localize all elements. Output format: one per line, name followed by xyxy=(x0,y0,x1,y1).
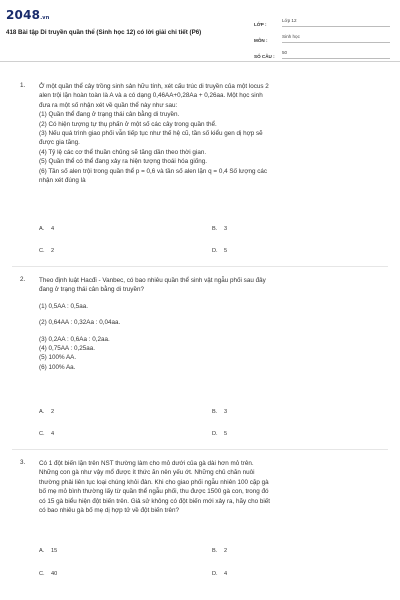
question-line: đưa ra một số nhận xét về quần thể này như sau: xyxy=(39,101,178,109)
question-line: đang ở trạng thái cân bằng di truyền? xyxy=(39,286,144,294)
question-divider xyxy=(12,266,388,267)
option-letter: C. xyxy=(39,248,45,254)
option-letter: C. xyxy=(39,571,45,577)
question-line: (1) Quần thể đang ở trạng thái cân bằng di truyền. xyxy=(39,111,180,119)
option-letter: B. xyxy=(212,409,218,415)
question-number: 2. xyxy=(20,276,26,283)
document-title: 418 Bài tập Di truyền quần thể (Sinh học 12) có lời giải chi tiết (P6) xyxy=(6,29,202,36)
meta-class-row xyxy=(254,14,390,27)
meta-value: Lớp 12 xyxy=(282,17,390,27)
answer-option-a[interactable] xyxy=(39,409,54,415)
option-letter: A. xyxy=(39,226,45,232)
question-line: (4) 0,75AA : 0,25aa. xyxy=(39,345,96,353)
question-line: (6) Tần số alen trội trong quần thể p = 0,6 và tần số alen lặn q = 0,4 Số lượng các xyxy=(39,167,268,175)
option-text: 3 xyxy=(224,226,228,232)
question-line: (6) 100% Aa. xyxy=(39,363,76,371)
question-line: có bao nhiêu gà bố mẹ dị hợp tử về đột biến trên? xyxy=(39,507,179,515)
question-line: (4) Tỷ lệ các cơ thể thuần chủng sẽ tăng dần theo thời gian. xyxy=(39,148,207,156)
answer-option-a[interactable] xyxy=(39,226,54,232)
answer-option-c[interactable] xyxy=(39,571,57,577)
question-line: (5) Quần thể có thể đang xảy ra hiện tượng thoái hóa giống. xyxy=(39,158,207,166)
logo-tld: .vn xyxy=(40,15,50,21)
site-logo[interactable] xyxy=(6,8,50,22)
answer-option-a[interactable] xyxy=(39,548,57,554)
question-line: được gia tăng. xyxy=(39,139,80,147)
logo-text: 2048 xyxy=(6,8,41,22)
question-line: bố mẹ mỏ bình thường lấy từ quần thể ngẫu phối, thu được 1500 gà con, trong đó xyxy=(39,488,269,496)
page-header xyxy=(0,0,400,62)
option-letter: B. xyxy=(212,548,218,554)
question-line: có 15 gà biểu hiện đột biến trên. Giả sử không có đột biến mới xảy ra, hãy cho biết xyxy=(39,497,270,505)
option-text: 40 xyxy=(51,571,58,577)
question-line: nhận xét đúng là xyxy=(39,177,86,185)
answer-option-c[interactable] xyxy=(39,248,54,254)
question-line: Ở một quần thể cây trồng sinh sản hữu tính, xét cấu trúc di truyền của một locus 2 xyxy=(39,83,269,90)
question-line: (1) 0,5AA : 0,5aa. xyxy=(39,302,89,310)
option-text: 4 xyxy=(51,431,55,437)
question-text xyxy=(39,276,384,372)
question-line: (5) 100% AA. xyxy=(39,354,77,362)
answer-option-d[interactable] xyxy=(212,571,227,577)
question-line: alen trội lặn hoàn toàn là A và a có dạng 0,46AA+0,28Aa + 0,26aa. Một học sinh xyxy=(39,92,263,100)
option-letter: A. xyxy=(39,409,45,415)
option-text: 2 xyxy=(51,409,55,415)
meta-label: MÔN : xyxy=(254,38,268,43)
question-number: 3. xyxy=(20,459,26,466)
meta-label: LỚP : xyxy=(254,22,267,27)
option-text: 3 xyxy=(224,409,228,415)
meta-count-row xyxy=(254,46,390,59)
question-line: Những con gà như vậy mổ được ít thức ăn nên yếu ớt. Những chủ chăn nuôi xyxy=(39,469,255,477)
question-line: (2) 0,64AA : 0,32Aa : 0,04aa. xyxy=(39,319,121,327)
question-number: 1. xyxy=(20,82,26,89)
option-letter: B. xyxy=(212,226,218,232)
answer-option-b[interactable] xyxy=(212,409,227,415)
option-letter: C. xyxy=(39,431,45,437)
answer-option-b[interactable] xyxy=(212,548,227,554)
question-line: (3) 0,2AA : 0,6Aa : 0,2aa. xyxy=(39,335,110,343)
option-text: 4 xyxy=(224,571,228,577)
meta-value: 50 xyxy=(282,49,390,59)
meta-label: SỐ CÂU : xyxy=(254,54,275,59)
question-text xyxy=(39,82,384,185)
option-text: 5 xyxy=(224,431,228,437)
question-line: Có 1 đột biến lặn trên NST thường làm cho mỏ dưới của gà dài hơn mỏ trên. xyxy=(39,460,254,467)
option-text: 15 xyxy=(51,548,58,554)
answer-option-c[interactable] xyxy=(39,431,54,437)
question-text xyxy=(39,459,384,515)
option-letter: A. xyxy=(39,548,45,554)
question-line: (2) Có hiện tượng tự thụ phấn ở một số các cây trong quần thể. xyxy=(39,120,217,128)
answer-option-d[interactable] xyxy=(212,431,227,437)
option-text: 4 xyxy=(51,226,55,232)
option-text: 2 xyxy=(51,248,55,254)
option-text: 2 xyxy=(224,548,228,554)
meta-value: Sinh học xyxy=(282,33,390,43)
meta-subject-row xyxy=(254,30,390,43)
option-letter: D. xyxy=(212,571,218,577)
question-line: (3) Nếu quá trình giao phối vẫn tiếp tục như thế hệ cũ, tần số kiểu gen dị hợp sẽ xyxy=(39,130,263,138)
answer-option-d[interactable] xyxy=(212,248,227,254)
option-letter: D. xyxy=(212,248,218,254)
option-letter: D. xyxy=(212,431,218,437)
question-line: thường phải liên tục loại chúng khỏi đàn. Khi cho giao phối ngẫu nhiên 100 cặp gà xyxy=(39,478,269,486)
question-line: Theo định luật Hacđi - Vanbec, có bao nhiêu quần thể sinh vật ngẫu phối sau đây xyxy=(39,277,266,284)
question-divider xyxy=(12,449,388,450)
option-text: 5 xyxy=(224,248,228,254)
document-meta xyxy=(254,14,390,62)
answer-option-b[interactable] xyxy=(212,226,227,232)
